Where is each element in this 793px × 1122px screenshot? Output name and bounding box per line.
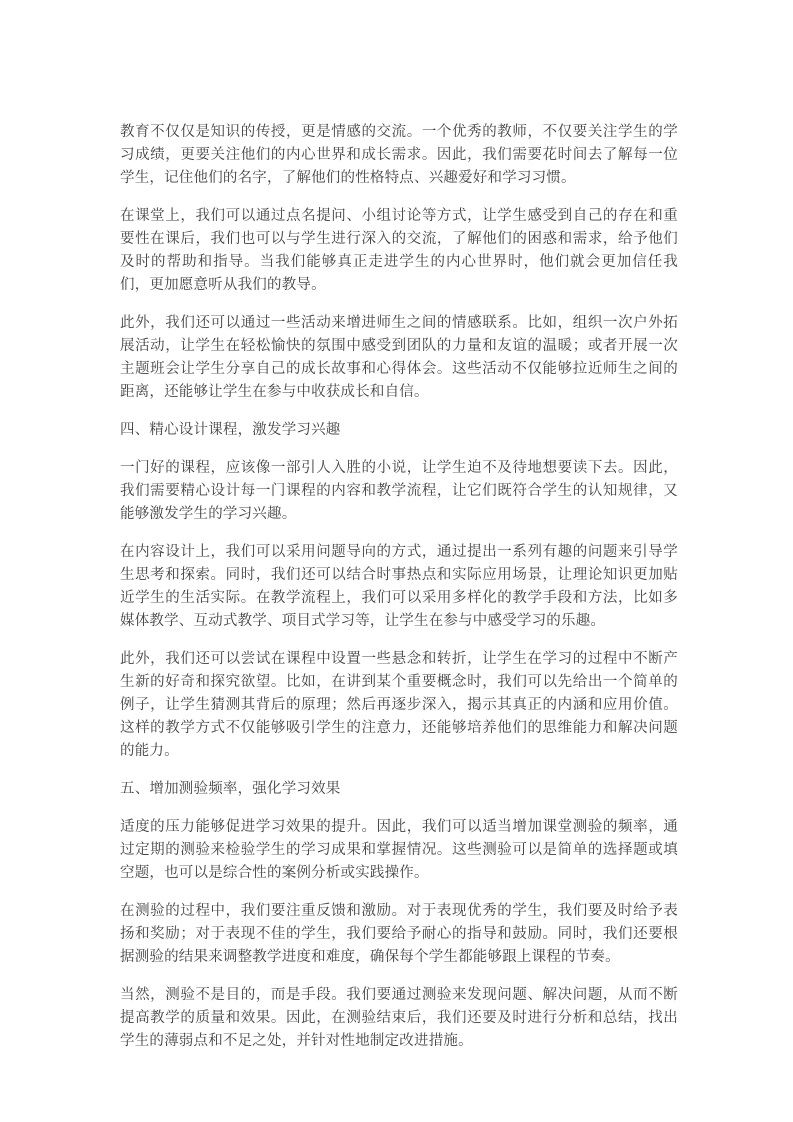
paragraph: 当然，测验不是目的，而是手段。我们要通过测验来发现问题、解决问题，从而不断提高教学的质量和效果。因此，在测验结束后，我们还要及时进行分析和总结，找出学生的薄弱点和不足之处，并针对性地制定改进措施。 <box>120 987 678 1049</box>
paragraph: 在课堂上，我们可以通过点名提问、小组讨论等方式，让学生感受到自己的存在和重要性在课后，我们也可以与学生进行深入的交流，了解他们的困惑和需求，给予他们及时的帮助和指导。当我们能够真正走进学生的内心世界时，他们就会更加信任我们，更加愿意听从我们的教导。 <box>120 208 678 293</box>
section-heading: 五、增加测验频率，强化学习效果 <box>120 781 341 797</box>
paragraph: 此外，我们还可以尝试在课程中设置一些悬念和转折，让学生在学习的过程中不断产生新的好奇和探究欲望。比如，在讲到某个重要概念时，我们可以先给出一个简单的例子，让学生猜测其背后的原理；然后再逐步深入，揭示其真正的内涵和应用价值。这样的教学方式不仅能够吸引学生的注意力，还能够培养他们的思维能力和解决问题的能力。 <box>120 651 678 759</box>
document-body <box>120 121 678 1053</box>
paragraph: 适度的压力能够促进学习效果的提升。因此，我们可以适当增加课堂测验的频率，通过定期的测验来检验学生的学习成果和掌握情况。这些测验可以是简单的选择题或填空题，也可以是综合性的案例分析或实践操作。 <box>120 819 678 881</box>
paragraph: 在内容设计上，我们可以采用问题导向的方式，通过提出一系列有趣的问题来引导学生思考和探索。同时，我们还可以结合时事热点和实际应用场景，让理论知识更加贴近学生的生活实际。在教学流程上，我们可以采用多样化的教学手段和方法，比如多媒体教学、互动式教学、项目式学习等，让学生在参与中感受学习的乐趣。 <box>120 544 678 629</box>
paragraph: 一门好的课程，应该像一部引人入胜的小说，让学生迫不及待地想要读下去。因此，我们需要精心设计每一门课程的内容和教学流程，让它们既符合学生的认知规律，又能够激发学生的学习兴趣。 <box>120 460 678 522</box>
paragraph: 在测验的过程中，我们要注重反馈和激励。对于表现优秀的学生，我们要及时给予表扬和奖励；对于表现不佳的学生，我们要给予耐心的指导和鼓励。同时，我们还要根据测验的结果来调整教学进度和难度，确保每个学生都能够跟上课程的节奏。 <box>120 903 678 965</box>
paragraph: 此外，我们还可以通过一些活动来增进师生之间的情感联系。比如，组织一次户外拓展活动，让学生在轻松愉快的氛围中感受到团队的力量和友谊的温暖；或者开展一次主题班会让学生分享自己的成长故事和心得体会。这些活动不仅能够拉近师生之间的距离，还能够让学生在参与中收获成长和自信。 <box>120 315 678 400</box>
section-heading: 四、精心设计课程，激发学习兴趣 <box>120 422 341 438</box>
paragraph: 教育不仅仅是知识的传授，更是情感的交流。一个优秀的教师，不仅要关注学生的学习成绩，更要关注他们的内心世界和成长需求。因此，我们需要花时间去了解每一位学生，记住他们的名字，了解他们的性格特点、兴趣爱好和学习习惯。 <box>120 124 678 186</box>
